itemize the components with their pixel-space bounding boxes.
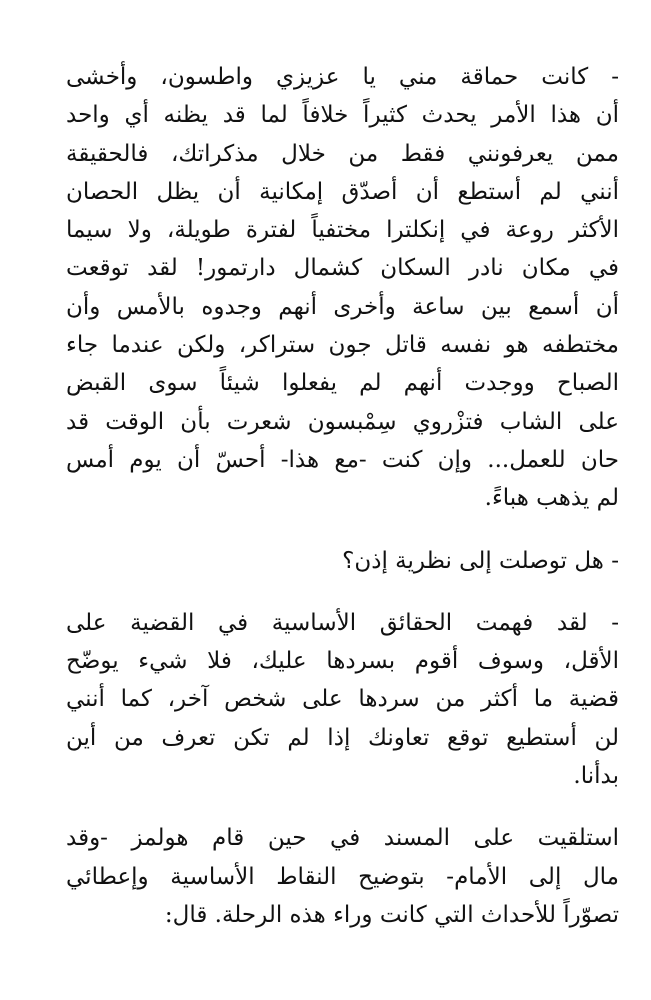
text-line: مال إلى الأمام- بتوضيح النقاط الأساسية وإعطائي (66, 863, 619, 890)
text-line: - كانت حماقة مني يا عزيزي واطسون، وأخشى (66, 64, 619, 90)
book-page (66, 0, 619, 1000)
paragraph-gap (66, 795, 619, 819)
text-line: على الشاب فتزْروي سِمْبسون شعرت بأن الوقت قد (66, 408, 619, 435)
text-line: مختطفه هو نفسه قاتل جون ستراكر، ولكن عندما جاء (66, 332, 619, 359)
paragraph-holmes-answer (66, 604, 619, 795)
paragraph-holmes-explanation (66, 0, 619, 518)
text-line: استلقيت على المسند في حين قام هولمز -وقد (66, 825, 619, 852)
text-line: أن هذا الأمر يحدث كثيراً خلافاً لما قد يظنه أي واحد (66, 102, 619, 129)
text-line: بدأنا. (573, 763, 619, 790)
text-line: أن أسمع بين ساعة وأخرى أنهم وجدوه بالأمس وأن (66, 293, 619, 320)
text-line: أنني لم أستطع أن أصدّق إمكانية أن يظل الحصان (66, 178, 619, 205)
text-line: ممن يعرفونني فقط من خلال مذكراتك، فالحقيقة (66, 140, 619, 167)
text-line: حان للعمل... وإن كنت -مع هذا- أحسّ أن يوم أمس (66, 446, 619, 473)
text-line: لم يذهب هباءً. (484, 485, 619, 512)
text-line: لن أستطيع توقع تعاونك إذا لم تكن تعرف من أين (66, 724, 619, 751)
paragraph-watson-question (66, 542, 619, 580)
text-line: تصوّراً للأحداث التي كانت وراء هذه الرحلة. قال: (164, 901, 619, 928)
text-line: الأكثر روعة في إنكلترا مختفياً لفترة طويلة، ولا سيما (66, 217, 619, 244)
text-line: - لقد فهمت الحقائق الأساسية في القضية على (66, 609, 619, 636)
text-line: الصباح ووجدت أنهم لم يفعلوا شيئاً سوى القبض (66, 370, 619, 397)
text-line: في مكان نادر السكان كشمال دارتمور! لقد توقعت (66, 255, 619, 282)
text-line: - هل توصلت إلى نظرية إذن؟ (342, 547, 619, 574)
paragraph-gap (66, 518, 619, 542)
paragraph-narration (66, 819, 619, 934)
text-line: الأقل، وسوف أقوم بسردها عليك، فلا شيء يوضّح (66, 648, 619, 675)
paragraph-gap (66, 580, 619, 604)
text-line: قضية ما أكثر من سردها على شخص آخر، كما أنني (66, 686, 619, 713)
